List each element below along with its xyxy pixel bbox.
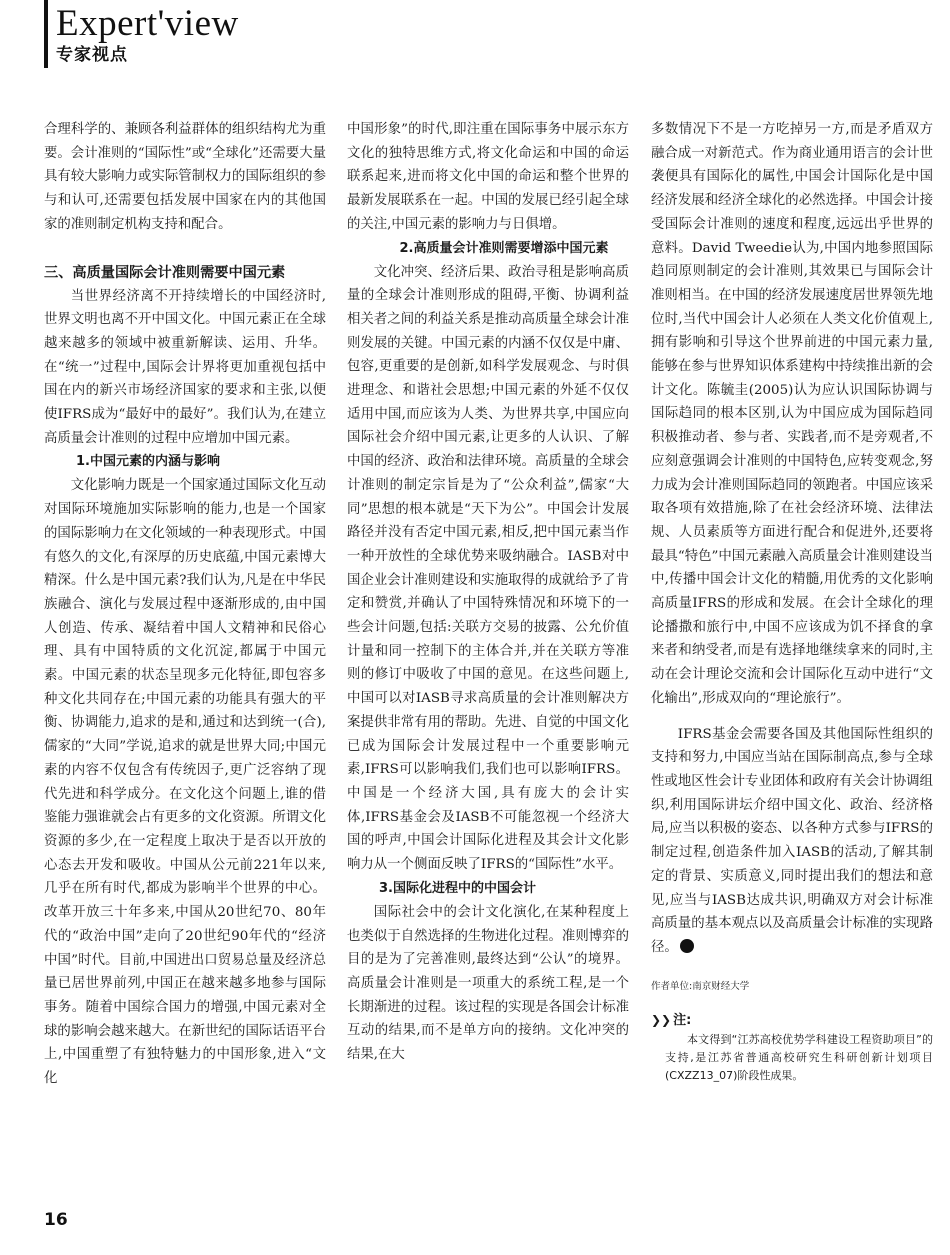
text-column-2 [347,118,629,1067]
column-title-chinese: 专家视点 [56,45,128,65]
paragraph: 合理科学的、兼顾各利益群体的组织结构尤为重要。会计准则的“国际性”或“全球化”还需要大量具有较大影响力或实际管制权力的国际组织的参与和认可,还需要包括发展中国家在内的其他国家的准则制定机构支持和配合。 [44,122,326,232]
note-heading [651,1010,933,1031]
paragraph-text: IFRS基金会需要各国及其他国际性组织的支持和努力,中国应当站在国际制高点,参与全球性或地区性会计专业团体和政府有关会计协调组织,利用国际讲坛介绍中国文化、政治、经济格局,应当以积极的姿态、以各种方式参与IFRS的制定过程,创造条件加入IASB的活动,了解其制定的背景、实质意义,同时提出我们的想法和意见,应当与IASB达成共识,明确双方对会计标准高质量的基本观点以及高质量会计标准的实现路径。 [651,726,933,955]
paragraph: 文化影响力既是一个国家通过国际文化互动对国际环境施加实际影响的能力,也是一个国家的国际影响力在文化领域的一种表现形式。中国有悠久的文化,有深厚的历史底蕴,中国元素博大精深。什么是中国元素?我们认为,凡是在中华民族融合、演化与发展过程中逐渐形成的,由中国人创造、传承、凝结着中国人文精神和民俗心理、具有中国特质的文化沉淀,都属于中国元素。中国元素的状态呈现多元化特征,即包容多种文化共同存在;中国元素的功能具有强大的平衡、协调能力,追求的是和,通过和达到统一(合),儒家的“大同”学说,追求的就是世界大同;中国元素的内容不仅包含有传统因子,更广泛容纳了现代先进和科学成分。在文化这个问题上,谁的借鉴能力强谁就会占有更多的文化资源。所谓文化资源的多少,在一定程度上取决于是否以开放的心态去开发和吸收。中国从公元前221年以来,几乎在所有时代,都成为影响半个世界的中心。改革开放三十年多来,中国从20世纪70、80年代的“政治中国”走向了20世纪90年代的“经济中国”时代。目前,中国进出口贸易总量及经济总量已居世界前列,中国正在越来越多地参与国际事务。随着中国综合国力的增强,中国元素对全球的影响会越来越大。在新世纪的国际话语平台上,中国重塑了有独特魅力的中国形象,进入“文化 [44,478,326,1087]
paragraph: 多数情况下不是一方吃掉另一方,而是矛盾双方融合成一对新范式。作为商业通用语言的会计世袭便具有国际化的属性,中国会计国际化是中国经济发展和经济全球化的必然选择。中国会计接受国际会计准则的速度和程度,远远出乎世界的意料。David Tweedie认为,中国内地参照国际趋同原则制定的会计准则,其效果已与国际会计准则相当。在中国的经济发展速度居世界领先地位时,当代中国会计人必须在人类文化价值观上,拥有影响和引导这个世界前进的中国元素力量,能够在参与世界知识体系建构中持续推出新的会计文化。陈毓圭(2005)认为应认识国际协调与国际趋同的根本区别,认为中国应成为国际趋同积极推动者、参与者、实践者,而不是旁观者,不应刻意强调会计准则的中国特色,应转变观念,努力成为会计准则国际趋同的领跑者。中国应该采取各项有效措施,除了在社会经济环境、法律法规、人员素质等方面进行配合和促进外,还要将最具“特色”中国元素融入高质量会计准则建设当中,传播中国会计文化的精髓,用优秀的文化影响高质量IFRS的形成和发展。在会计全球化的理论播撒和旅行中,中国不应该成为饥不择食的拿来者和纳受者,而是有选择地继续拿来的同时,主动在会计理论交流和会计国际化互动中进行“文化输出”,形成双向的“理论旅行”。 [651,122,933,706]
paragraph: 当世界经济离不开持续增长的中国经济时,世界文明也离不开中国文化。中国元素正在全球越来越多的领域中被重新解读、运用、升华。在“统一”过程中,国际会计界将更加重视包括中国在内的新兴市场经济国家的要求和主张,以便使IFRS成为“最好中的最好”。我们认为,在建立高质量会计准则的过程中应增加中国元素。 [44,288,326,446]
paragraph: 文化冲突、经济后果、政治寻租是影响高质量的全球会计准则形成的阻碍,平衡、协调利益相关者之间的利益关系是推动高质量全球会计准则发展的关键。中国元素的内涵不仅仅是中庸、包容,更重要的是创新,如科学发展观念、与时俱进理念、和谐社会思想;中国元素的外延不仅仅适用中国,而应该为人类、为世界共享,中国应向国际社会介绍中国元素,让更多的人认识、了解中国的经济、政治和法律环境。高质量的全球会计准则的制定宗旨是为了“公众利益”,儒家“大同”思想的根本就是“天下为公”。中国会计发展路径并没有否定中国元素,相反,把中国元素当作一种开放性的全球优势来吸纳融合。IASB对中国企业会计准则建设和实施取得的成就给予了肯定和赞赏,并确认了中国特殊情况和环境下的一些会计问题,包括:关联方交易的披露、公允价值计量和同一控制下的主体合并,并在关联方等准则的修订中吸收了中国的意见。在这些问题上,中国可以对IASB寻求高质量的会计准则解决方案提供非常有用的帮助。先进、自觉的中国文化已成为国际会计发展过程中一个重要影响元素,IFRS可以影响我们,我们也可以影响IFRS。中国是一个经济大国,具有庞大的会计实体,IFRS基金会及IASB不可能忽视一个经济大国的呼声,中国会计国际化进程及其会计文化影响力从一个侧面反映了IFRS的“国际性”水平。 [347,264,629,873]
paragraph [651,723,933,960]
header-bar [44,0,48,68]
paragraph: 中国形象”的时代,即注重在国际事务中展示东方文化的独特思维方式,将文化命运和中国的命运联系起来,进而将文化中国的命运和整个世界的最新发展联系在一起。中国的发展已经引起全球的关注,中国元素的影响力与日俱增。 [347,122,629,232]
section-heading: 三、高质量国际会计准则需要中国元素 [44,264,286,281]
text-column-1 [44,118,326,1091]
subsection-heading: 1.中国元素的内涵与影响 [76,454,220,470]
column-title-english: Expert'view [56,3,239,44]
note-text: 本文得到“江苏高校优势学科建设工程资助项目”的支持,是江苏省普通高校研究生科研创新计划项目(CXZZ13_07)阶段性成果。 [665,1032,933,1082]
end-of-article-mark-icon [680,939,694,953]
text-column-3 [651,118,933,1085]
note-label: 注: [673,1012,692,1028]
page-number: 16 [44,1210,68,1230]
subsection-heading: 2.高质量会计准则需要增添中国元素 [399,240,609,256]
arrow-icon: ❯❯ [651,1012,672,1027]
subsection-heading: 3.国际化进程中的中国会计 [379,880,536,896]
author-affiliation: 作者单位:南京财经大学 [651,980,750,992]
paragraph: 国际社会中的会计文化演化,在某种程度上也类似于自然选择的生物进化过程。准则博弈的目的是为了完善准则,最终达到“公认”的境界。高质量会计准则是一项重大的系统工程,是一个长期渐进的过程。该过程的实现是各国会计标准互动的结果,而不是单方向的接纳。文化冲突的结果,在大 [347,904,629,1063]
